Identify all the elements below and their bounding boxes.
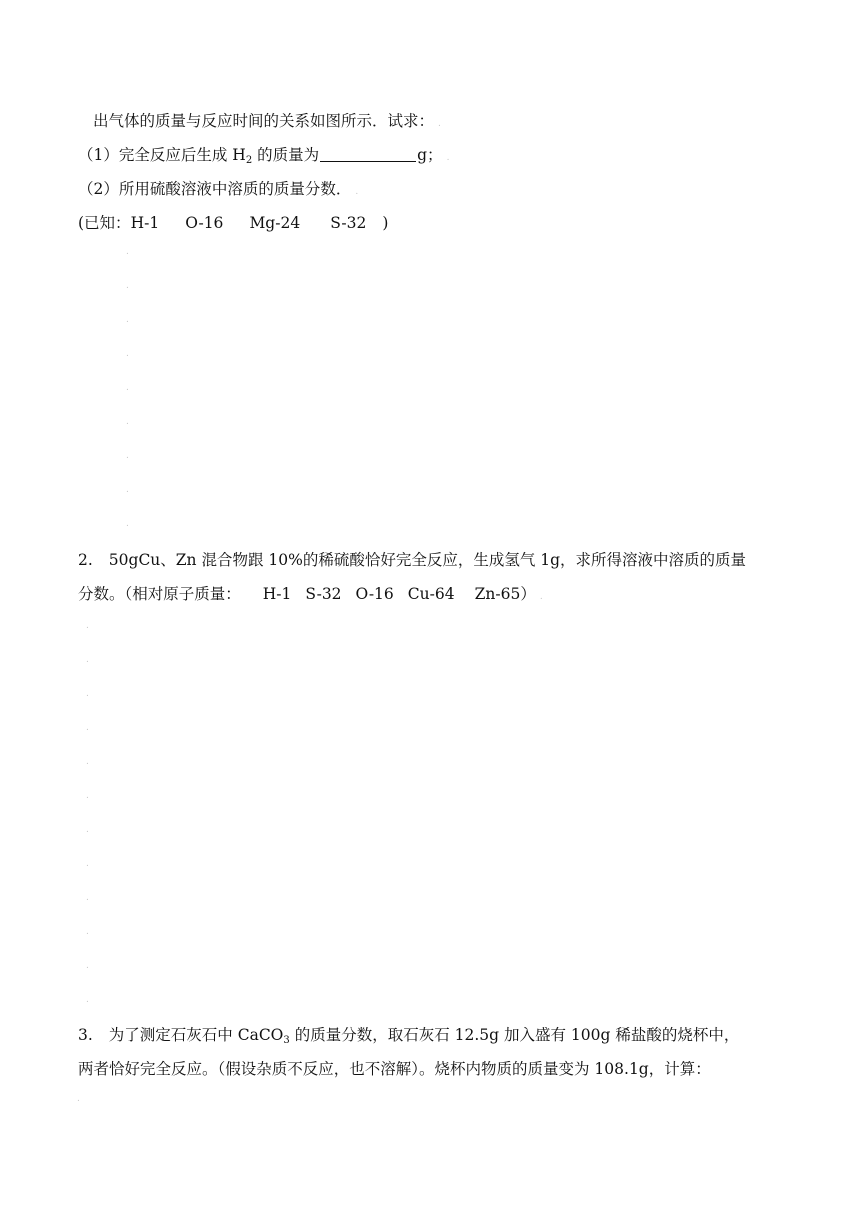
- atomic-mass: O-16: [355, 585, 394, 603]
- given-item: O-16: [185, 214, 224, 232]
- q3-line2-text: 两者恰好完全反应。（假设杂质不反应，也不溶解）。烧杯内物质的质量变为 108.1g，计算：: [78, 1060, 711, 1078]
- paragraph-mark: .: [126, 281, 129, 291]
- answer-blank[interactable]: [320, 146, 416, 162]
- q2-number: 2.: [78, 551, 93, 569]
- atomic-mass: Zn-65: [474, 585, 521, 603]
- paragraph-mark: .: [86, 961, 89, 971]
- q1-given-suffix: ): [382, 214, 389, 232]
- paragraph-mark: .: [86, 927, 89, 937]
- paragraph-mark: .: [126, 451, 129, 461]
- q2-line1-text: 50gCu、Zn 混合物跟 10%的稀硫酸恰好完全反应，生成氢气 1g，求所得溶液中溶质的质量: [108, 551, 747, 569]
- q1-given-prefix: (已知：: [78, 214, 131, 232]
- q2-line2-suffix: ）: [520, 585, 536, 603]
- atomic-mass: S-32: [305, 585, 342, 603]
- paragraph-mark: .: [126, 485, 129, 495]
- paragraph-mark: .: [86, 757, 89, 767]
- paragraph-mark: .: [446, 153, 450, 163]
- q2-line2: [78, 584, 543, 607]
- q3-line1: [78, 1025, 739, 1051]
- paragraph-mark: .: [126, 417, 129, 427]
- paragraph-mark: .: [86, 689, 89, 699]
- q2-line2-prefix: 分数。（相对原子质量：: [78, 585, 241, 603]
- given-item: S-32: [330, 214, 367, 232]
- q3-line1-after: 的质量分数，取石灰石 12.5g 加入盛有 100g 稀盐酸的烧杯中，: [289, 1026, 740, 1044]
- q3-line2: [78, 1059, 711, 1079]
- q1-intro: [93, 111, 441, 134]
- given-item: H-1: [130, 214, 160, 232]
- q1-part2-text: （2）所用硫酸溶液中溶质的质量分数．: [78, 180, 352, 198]
- paragraph-mark: .: [86, 825, 89, 835]
- atomic-mass: Cu-64: [407, 585, 455, 603]
- q1-part1-subscript: 2: [245, 155, 253, 166]
- paragraph-mark: .: [126, 315, 129, 325]
- paragraph-mark: .: [126, 519, 129, 529]
- q1-part1-unit: g；: [417, 146, 443, 164]
- paragraph-mark: .: [86, 723, 89, 733]
- given-item: Mg-24: [249, 214, 301, 232]
- paragraph-mark: .: [86, 893, 89, 903]
- q1-part1-text: （1）完全反应后生成 H: [78, 146, 246, 164]
- paragraph-mark: .: [86, 621, 89, 631]
- atomic-mass: H-1: [262, 585, 292, 603]
- paragraph-mark: .: [86, 995, 89, 1005]
- paragraph-mark: .: [355, 187, 359, 197]
- q2-line1: [78, 550, 746, 570]
- q3-line1-before: 为了测定石灰石中 CaCO: [108, 1026, 284, 1044]
- q1-part2: [78, 179, 358, 202]
- paragraph-mark: .: [438, 119, 441, 129]
- paragraph-mark: .: [86, 859, 89, 869]
- paragraph-mark: .: [86, 791, 89, 801]
- paragraph-mark: .: [126, 349, 129, 359]
- paragraph-mark: .: [77, 1094, 80, 1104]
- q1-intro-text: 出气体的质量与反应时间的关系如图所示．试求：: [93, 112, 435, 130]
- q1-part1-after: 的质量为: [252, 146, 320, 164]
- q1-part1: [78, 145, 449, 171]
- paragraph-mark: .: [539, 592, 543, 602]
- q3-subscript: 3: [283, 1035, 290, 1046]
- q3-number: 3.: [78, 1026, 93, 1044]
- paragraph-mark: .: [86, 655, 89, 665]
- paragraph-mark: .: [126, 383, 129, 393]
- paragraph-mark: .: [126, 247, 129, 257]
- q1-given: [78, 213, 388, 233]
